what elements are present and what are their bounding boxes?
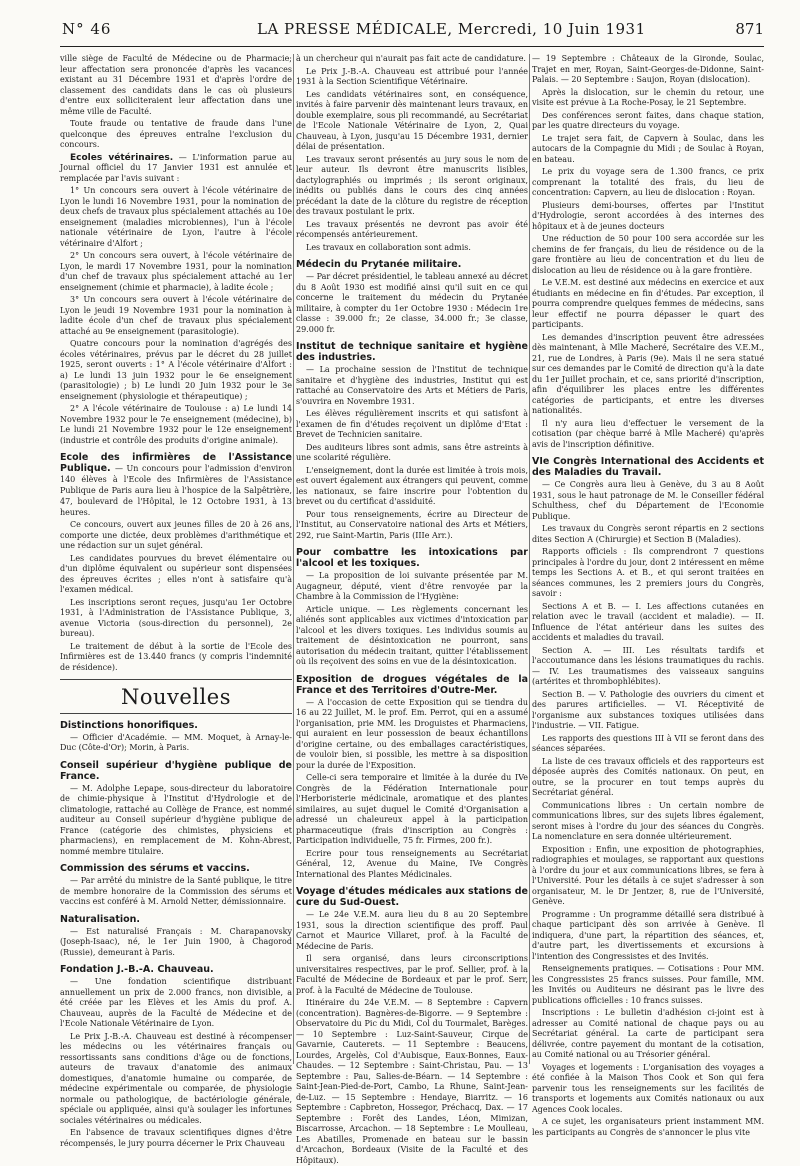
page-header xyxy=(62,20,764,42)
paragraph: Exposition : Enfin, une exposition de photographies, radiographies et moulages, se rapportant aux questions à l'ordre du jour et aux communications libres, se fera à l'Université. Pour les détails à ce sujet s'adresser à son organisateur, M. le Dr Jentzer, 8, rue de l'Université, Genève. xyxy=(532,844,764,906)
paragraph: Une réduction de 50 pour 100 sera accordée sur les chemins de fer français, du lieu de résidence ou de la gare frontière au lieu de concentration et du lieu de dislocation au lieu de résidence ou à la gare frontière. xyxy=(532,234,764,275)
paragraph: Ce concours, ouvert aux jeunes filles de 20 à 26 ans, comporte une dictée, deux problèmes d'arithmétique et une rédaction sur un sujet général. xyxy=(60,520,292,550)
section-heading: Naturalisation. xyxy=(60,913,141,925)
paragraph: Celle-ci sera temporaire et limitée à la durée du IVe Congrès de la Fédération Internationale pour l'Herboristerie médicinale, aromatique et des plantes similaires, au sujet duquel le Comité d'Organisation a adressé un chaleureux appel à la participation pharmaceutique (frais d'inscription au Congrès : Participation individuelle, 75 fr. Firmes, 200 fr.). xyxy=(296,773,528,845)
paragraph: Il n'y aura lieu d'effectuer le versement de la cotisation (par chèque barré à Mlle Macheré) qu'après avis de l'inscription définitive. xyxy=(532,418,764,449)
paragraph: Après la dislocation, sur le chemin du retour, une visite est prévue à La Roche-Posay, le 21 Septembre. xyxy=(532,87,764,107)
paragraph: — Le 24e V.E.M. aura lieu du 8 au 20 Septembre 1931, sous la direction scientifique des proff. Paul Carnot et Maurice Villaret, prof. à la Faculté de Médecine de Paris. xyxy=(296,910,528,951)
paragraph: La liste de ces travaux officiels et des rapporteurs est déposée auprès des Comités nationaux. On peut, en outre, se la procurer en tout temps auprès du Secrétariat général. xyxy=(532,756,764,797)
paragraph: En l'absence de travaux scientifiques dignes d'être récompensés, le jury pourra décerner le Prix Chauveau xyxy=(60,1128,292,1148)
section-heading: Commission des sérums et vaccins. xyxy=(60,863,250,874)
paragraph: — Ce Congrès aura lieu à Genève, du 3 au 8 Août 1931, sous le haut patronage de M. le Conseiller fédéral Schulthess, chef du Département de l'Economie Publique. xyxy=(532,480,764,521)
column-divider xyxy=(293,54,294,1064)
paragraph: Le Prix J.-B.-A. Chauveau est attribué pour l'année 1931 à la Section Scientifique Vétérinaire. xyxy=(296,66,528,86)
paragraph: — Par arrêté du ministre de la Santé publique, le titre de membre honoraire de la Commission des sérums et vaccins est conféré à M. Arnold Netter, démissionnaire. xyxy=(60,876,292,906)
paragraph: Quatre concours pour la nomination d'agrégés des écoles vétérinaires, prévus par le décret du 28 juillet 1925, seront ouverts : 1° A l'école vétérinaire d'Alfort : a) Le lundi 13 juin 1932 pour le 6e enseignement (parasitologie) ; b) Le lundi 20 Juin 1932 pour le 3e enseignement (physiologie et thérapeutique) ; xyxy=(60,339,292,401)
column-3 xyxy=(532,54,764,1137)
header-rule xyxy=(60,46,764,47)
paragraph: Itinéraire du 24e V.E.M. — 8 Septembre : Capvern (concentration). Bagnères-de-Bigorre. — 9 Septembre : Observatoire du Pic du Midi, Col du Tourmalet, Barèges. — 10 Septembre : Luz-Saint-Sauveur, Cirque de Gavarnie, Cauterets. — 11 Septembre : Beaucens, Lourdes, Argelès, Col d'Aubisque, Eaux-Bonnes, Eaux-Chaudes. — 12 Septembre : Saint-Christau, Pau. — 13 Septembre : Pau, Salies-de-Béarn. — 14 Septembre : Saint-Jean-Pied-de-Port, Cambo, La Rhune, Saint-Jean-de-Luz. — 15 Septembre : Hendaye, Biarritz. — 16 Septembre : Capbreton, Hossegor, Préchacq, Dax. — 17 Septembre : Forêt des Landes, Léon, Mimizan, Biscarrosse, Arcachon. — 18 Septembre : Le Moulleau, Les Abatilles, Promenade en bateau sur le bassin d'Arcachon, Bordeaux (Visite de la Faculté et des Hôpitaux). xyxy=(296,998,528,1165)
column-1 xyxy=(60,54,292,1148)
paragraph: Les élèves régulièrement inscrits et qui satisfont à l'examen de fin d'études reçoivent un diplôme d'Etat : Brevet de Technicien sanitaire. xyxy=(296,409,528,439)
paragraph: Les rapports des questions III à VII se feront dans des séances séparées. xyxy=(532,733,764,753)
paragraph: Les demandes d'inscription peuvent être adressées dès maintenant, à Mlle Macheré, Secrétaire des V.E.M., 21, rue de Londres, à Paris (9e). Mais il ne sera statué sur ces demandes par le Comité de direction qu'à la date du 1er Juillet prochain, et ce, sans priorité d'inscription, afin d'équilibrer les places entre les différentes catégories de participants, et entre les diverses nationalités. xyxy=(532,332,764,415)
paragraph: Inscriptions : Le bulletin d'adhésion ci-joint est à adresser au Comité national de chaque pays ou au Secrétariat général. La carte de participant sera délivrée, contre payement du montant de la cotisation, au Comité national ou au Trésorier général. xyxy=(532,1008,764,1059)
paragraph: Le Prix J.-B.-A. Chauveau est destiné à récompenser les médecins ou les vétérinaires français ou ressortissants sans conditions d'âge ou de fonctions, auteurs de travaux d'anatomie des animaux domestiques, d'anatomie humaine ou comparée, de médecine expérimentale ou comparée, de physiologie normale ou pathologique, de bactériologie générale, spéciale ou appliquée, ainsi qu'à soulager les infortunes sociales vétérinaires ou médicales. xyxy=(60,1031,292,1125)
section-rule xyxy=(60,713,292,714)
paragraph: Le trajet sera fait, de Capvern à Soulac, dans les autocars de la Compagnie du Midi ; de Soulac à Royan, en bateau. xyxy=(532,133,764,164)
section-heading: Ecoles vétérinaires. xyxy=(70,152,174,163)
paragraph: — M. Adolphe Lepape, sous-directeur du laboratoire de chimie-physique à l'Institut d'Hydrologie et de climatologie, rattaché au Collège de France, est nommé auditeur au Conseil supérieur d'hygiène publique de France (catégorie des chimistes, physiciens et pharmaciens), en remplacement de M. Kohn-Abrest, nommé membre titulaire. xyxy=(60,783,292,856)
paragraph: à un chercheur qui n'aurait pas fait acte de candidature. xyxy=(296,54,526,63)
paragraph: Les inscriptions seront reçues, jusqu'au 1er Octobre 1931, à l'Administration de l'Assistance Publique, 3, avenue Victoria (sous-direction du personnel), 2e bureau). xyxy=(60,597,292,638)
paragraph: 1° Un concours sera ouvert à l'école vétérinaire de Lyon le lundi 16 Novembre 1931, pour la nomination de deux chefs de travaux plus spécialement attachés au 10e enseignement (maladies microbiennes), l'un à l'école nationale vétérinaire de Lyon, l'autre à l'école vétérinaire d'Alfort ; xyxy=(60,186,292,248)
paragraph: — A l'occasion de cette Exposition qui se tiendra du 16 au 22 Juillet, M. le prof. Em. Perrot, qui en a assumé l'organisation, prie MM. les Droguistes et Pharmaciens, qui auraient en leur possession de beaux échantillons d'origine certaine, ou des emballages caractéristiques, de vouloir bien, si possible, les mettre à sa disposition pour la durée de l'Exposition. xyxy=(296,697,528,770)
paragraph: Il sera organisé, dans leurs circonscriptions universitaires respectives, par le prof. Sellier, prof. à la Faculté de Médecine de Bordeaux et par le prof. Serr, prof. à la Faculté de Médecine de Toulouse. xyxy=(296,954,528,995)
section-heading: Exposition de drogues végétales de la France et des Territoires d'Outre-Mer. xyxy=(296,673,528,696)
paragraph: Les travaux seront présentés au jury sous le nom de leur auteur. Ils devront être manuscrits lisibles, dactylographiés ou imprimés ; ils seront originaux, inédits ou publiés dans le cours des cinq années précédant la date de la clôture du registre de réception des travaux postulant le prix. xyxy=(296,154,528,216)
paragraph: Plusieurs demi-bourses, offertes par l'Institut d'Hydrologie, seront accordées à des internes des hôpitaux et à de jeunes docteurs xyxy=(532,200,764,231)
paragraph: Section B. — V. Pathologie des ouvriers du ciment et des parures artificielles. — VI. Réceptivité de l'organisme aux substances toxiques utilisées dans l'industrie. — VII. Fatigue. xyxy=(532,689,764,730)
paragraph: Voyages et logements : L'organisation des voyages a été confiée à la Maison Thos Cook et Son qui fera parvenir tous les renseignements sur les facilités de transports et logements aux Comités nationaux ou aux Agences Cook locales. xyxy=(532,1062,764,1114)
section-heading: Voyage d'études médicales aux stations de cure du Sud-Ouest. xyxy=(296,886,528,908)
paragraph: Programme : Un programme détaillé sera distribué à chaque participant dès son arrivée à Genève. Il indiquera, d'une part, la répartition des séances, et, d'autre part, les divertissements et excursions à l'intention des Congressistes et des Invités. xyxy=(532,909,764,961)
column-2 xyxy=(296,54,528,1165)
journal-title: LA PRESSE MÉDICALE, Mercredi, 10 Juin 1931 xyxy=(257,20,646,38)
paragraph: Les travaux présentés ne devront pas avoir été récompensés antérieurement. xyxy=(296,219,528,239)
paragraph: Le traitement de début à la sortie de l'Ecole des Infirmières est de 13.440 francs (y compris l'indemnité de résidence). xyxy=(60,641,292,672)
paragraph: Communications libres : Un certain nombre de communications libres, sur des sujets libres également, seront mises à l'ordre du jour des séances du Congrès. La nomenclature en sera donnée ultérieurement. xyxy=(532,800,764,841)
paragraph: Renseignements pratiques. — Cotisations : Pour MM. les Congressistes 25 francs suisses. Pour famille, MM. les Invités ou Auditeurs ne désirant pas le livre des publications officielles : 10 francs suisses. xyxy=(532,964,764,1005)
paragraph: A ce sujet, les organisateurs prient instamment MM. les participants au Congrès de s'annoncer le plus vite xyxy=(532,1117,764,1137)
paragraph: Les candidates pourvues du brevet élémentaire ou d'un diplôme équivalent ou supérieur sont dispensées des épreuves écrites ; elles n'ont à satisfaire qu'à l'examen médical. xyxy=(60,553,292,594)
paragraph: — 19 Septembre : Châteaux de la Gironde, Soulac, Trajet en mer, Royan, Saint-Georges-de-Didonne, Saint-Palais. — 20 Septembre : Saujon, Royan (dislocation). xyxy=(532,54,764,84)
paragraph: 2° A l'école vétérinaire de Toulouse : a) Le lundi 14 Novembre 1932 pour le 7e enseignement (médecine), b) Le lundi 21 Novembre 1932 pour le 12e enseignement (industrie et contrôle des produits d'origine animale). xyxy=(60,404,292,445)
paragraph: Le V.E.M. est destiné aux médecins en exercice et aux étudiants en médecine en fin d'études. Par exception, il pourra comprendre quelques femmes de médecins, sans leur effectif ne pourra dépasser le quart des participants. xyxy=(532,278,764,329)
paragraph: — Un concours pour l'admission d'environ 140 élèves à l'Ecole des Infirmières de l'Assistance Publique de Paris aura lieu à l'hospice de la Salpêtrière, 47, boulevard de l'Hôpital, le 12 Octobre 1931, à 13 heures. xyxy=(60,464,292,517)
paragraph: Ecrire pour tous renseignements au Secrétariat Général, 12, Avenue du Maine, IVe Congrès International des Plantes Médicinales. xyxy=(296,848,528,879)
nouvelles-heading: Nouvelles xyxy=(121,685,231,709)
paragraph: Des auditeurs libres sont admis, sans être astreints à une scolarité régulière. xyxy=(296,442,528,462)
paragraph: 2° Un concours sera ouvert, à l'école vétérinaire de Lyon, le mardi 17 Novembre 1931, pour la nomination d'un chef de travaux plus spécialement attaché au 1er enseignement (chimie et pharmacie), à ladite école ; xyxy=(60,251,292,292)
paragraph: Section A. — III. Les résultats tardifs et l'accoutumance dans les lésions traumatiques du rachis. — IV. Les traumatismes des vaisseaux sanguins (artérites et thrombophlébites). xyxy=(532,645,764,686)
paragraph: — Officier d'Académie. — MM. Moquet, à Arnay-le-Duc (Côte-d'Or); Morin, à Paris. xyxy=(60,732,292,752)
paragraph: Les candidats vétérinaires sont, en conséquence, invités à faire parvenir dès maintenant leurs travaux, en double exemplaire, sous pli recommandé, au Secrétariat de l'Ecole Nationale Vétérinaire de Lyon, 2, Quai Chauveau, à Lyon, jusqu'au 15 Décembre 1931, dernier délai de présentation. xyxy=(296,89,528,151)
section-heading: Médecin du Prytanée militaire. xyxy=(296,259,462,270)
column-divider xyxy=(529,54,530,1064)
paragraph: Pour tous renseignements, écrire au Directeur de l'Institut, au Conservatoire national des Arts et Métiers, 292, rue Saint-Martin, Paris (IIIe Arr.). xyxy=(296,509,528,540)
paragraph: ville siège de Faculté de Médecine ou de Pharmacie; leur affectation sera prononcée d'après les vacances existant au 31 Décembre 1931 et d'après l'ordre de classement des candidats dans le cas où plusieurs d'entre eux solliciteraient leur affectation dans une même ville de Faculté. xyxy=(60,54,292,116)
paragraph: Les travaux du Congrès seront répartis en 2 sections dites Section A (Chirurgie) et Section B (Maladies). xyxy=(532,524,764,544)
paragraph: 3° Un concours sera ouvert à l'école vétérinaire de Lyon le jeudi 19 Novembre 1931 pour la nomination à ladite école d'un chef de travaux plus spécialement attaché au 9e enseignement (parasitologie). xyxy=(60,295,292,336)
paragraph: — La prochaine session de l'Institut de technique sanitaire et d'hygiène des industries, Institut qui est rattaché au Conservatoire des Arts et Métiers de Paris, s'ouvrira en Novembre 1931. xyxy=(296,365,528,406)
paragraph: — Est naturalisé Français : M. Charapanovsky (Joseph-Isaac), né, le 1er Juin 1900, à Chagorod (Russie), demeurant à Paris. xyxy=(60,926,292,957)
page-number: 871 xyxy=(735,20,764,38)
paragraph: Les travaux en collaboration sont admis. xyxy=(306,242,471,252)
paragraph: L'enseignement, dont la durée est limitée à trois mois, est ouvert également aux étrangers qui peuvent, comme les nationaux, se faire inscrire pour l'obtention du brevet ou du certificat d'assiduité. xyxy=(296,465,528,506)
paragraph: Des conférences seront faites, dans chaque station, par les quatre directeurs du voyage. xyxy=(532,110,764,130)
section-heading: Fondation J.-B.-A. Chauveau. xyxy=(60,964,214,975)
section-rule xyxy=(60,679,292,680)
paragraph: — Par décret présidentiel, le tableau annexé au décret du 8 Août 1930 est modifié ainsi qu'il suit en ce qui concerne le traitement du médecin du Prytanée militaire, à compter du 1er Octobre 1930 : Médecin 1re classe : 39.000 fr.; 2e classe, 34.000 fr.; 3e classe, 29.000 fr. xyxy=(296,272,528,334)
paragraph: Sections A et B. — I. Les affections cutanées en relation avec le travail (accident et maladie). — II. Influence de l'état antérieur dans les suites des accidents et maladies du travail. xyxy=(532,601,764,642)
section-heading: Distinctions honorifiques. xyxy=(60,719,198,731)
paragraph: Article unique. — Les règlements concernant les aliénés sont applicables aux victimes d'intoxication par l'alcool et les divers toxiques. Les individus soumis au traitement de désintoxication ne pourront, sans autorisation du médecin traitant, quitter l'établissement où ils reçoivent des soins en vue de la désintoxication. xyxy=(296,604,528,666)
paragraph: Rapports officiels : Ils comprendront 7 questions principales à l'ordre du jour, dont 2 intéressent en même temps les Sections A. et B., et qui seront traitées en séances communes, les 2 premiers jours du Congrès, savoir : xyxy=(532,547,764,598)
section-heading: Conseil supérieur d'hygiène publique de France. xyxy=(60,759,292,782)
section-heading: Pour combattre les intoxications par l'alcool et les toxiques. xyxy=(296,547,528,569)
paragraph: Toute fraude ou tentative de fraude dans l'une quelconque des épreuves entraîne l'exclusion du concours. xyxy=(60,119,292,149)
section-heading: Institut de technique sanitaire et hygiène des industries. xyxy=(296,341,528,363)
section-heading: Ecole des infirmières de l'Assistance Publique. xyxy=(60,452,292,474)
paragraph: Le prix du voyage sera de 1.300 francs, ce prix comprenant la totalité des frais, du lieu de concentration: Capvern, au lieu de dislocation : Royan. xyxy=(532,167,764,197)
paragraph: — Une fondation scientifique distribuant annuellement un prix de 2.000 francs, non divisible, a été créée par les Elèves et les Amis du prof. A. Chauveau, auprès de la Faculté de Médecine et de l'Ecole Nationale Vétérinaire de Lyon. xyxy=(60,977,292,1028)
paragraph: — L'information parue au Journal officiel du 17 Janvier 1931 est annulée et remplacée par l'avis suivant : xyxy=(60,152,292,183)
issue-number: N° 46 xyxy=(62,20,112,38)
paragraph: — La proposition de loi suivante présentée par M. Augagneur, député, vient d'être renvoyée par la Chambre à la Commission de l'Hygiène: xyxy=(296,571,528,601)
section-heading: VIe Congrès International des Accidents et des Maladies du Travail. xyxy=(532,456,764,478)
